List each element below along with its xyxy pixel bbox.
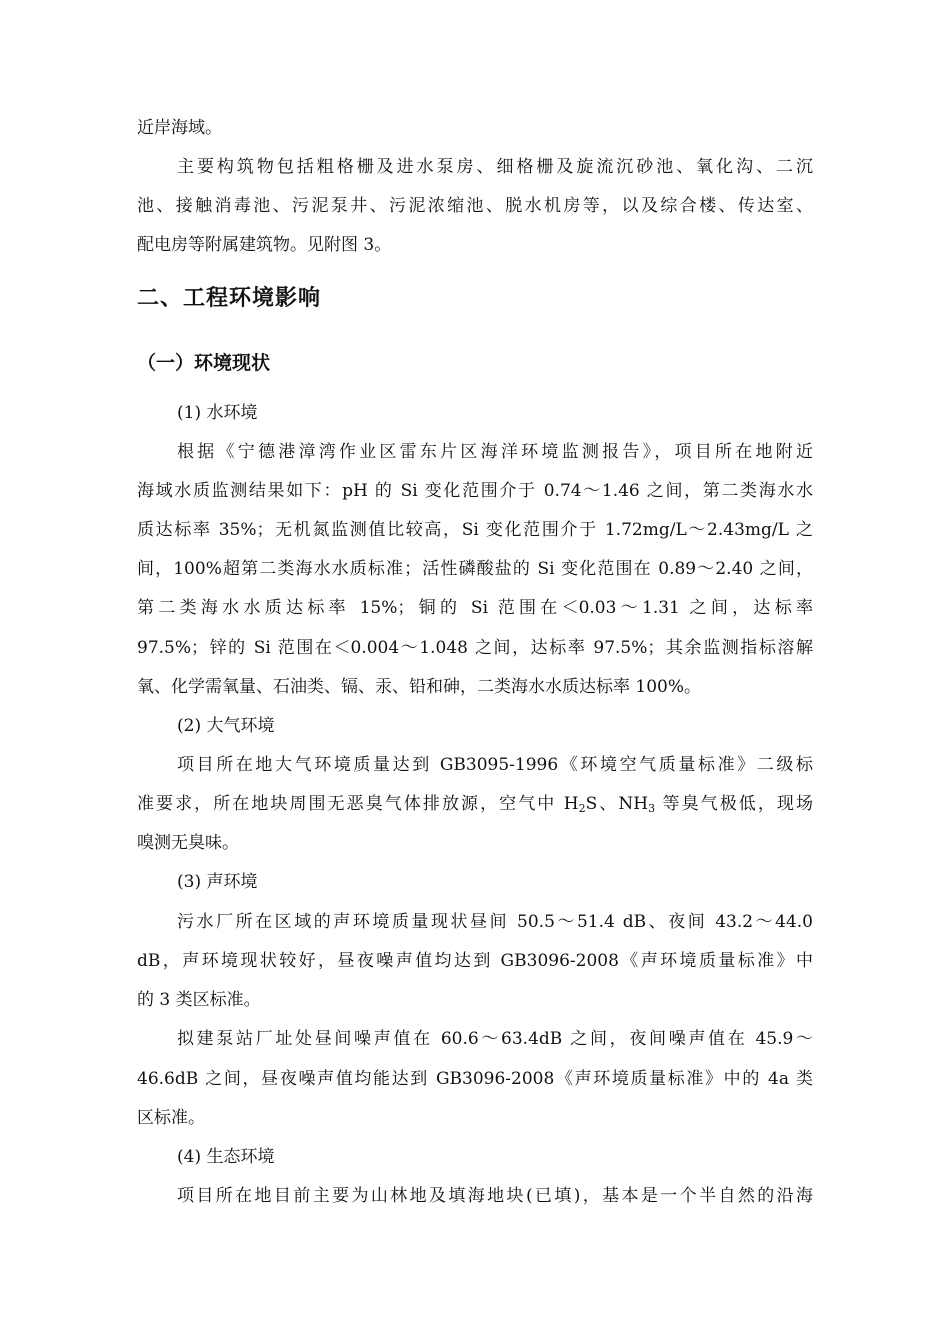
subsection-heading: （一）环境现状 [137,352,271,374]
water-line: 质达标率 35%；无机氮监测值比较高，Si 变化范围介于 1.72mg/L～2.43mg/L 之 [137,520,813,540]
section-heading: 二、工程环境影响 [137,286,322,311]
air-line-text: S、NH [585,794,649,814]
water-line: 第二类海水水质达标率 15%；铜的 Si 范围在＜0.03～1.31 之间，达标率 [137,598,813,618]
air-line-text: 等臭气极低，现场 [655,794,813,814]
water-title: (1) 水环境 [177,403,258,423]
air-line: 项目所在地大气环境质量达到 GB3095-1996《环境空气质量标准》二级标 [177,755,813,775]
water-line: 氧、化学需氧量、石油类、镉、汞、铅和砷，二类海水水质达标率 100%。 [137,677,702,697]
air-title: (2) 大气环境 [177,716,275,736]
eco-line: 项目所在地目前主要为山林地及填海地块(已填)，基本是一个半自然的沿海 [177,1186,813,1206]
noise-line: dB，声环境现状较好，昼夜噪声值均达到 GB3096-2008《声环境质量标准》中 [137,951,813,971]
subscript: 2 [578,802,586,815]
noise-line: 污水厂所在区域的声环境质量现状昼间 50.5～51.4 dB、夜间 43.2～44.0 [177,912,813,932]
water-line: 根据《宁德港漳湾作业区雷东片区海洋环境监测报告》，项目所在地附近 [177,442,813,462]
air-line: 嗅测无臭味。 [137,833,239,853]
paragraph-structures-line: 主要构筑物包括粗格栅及进水泵房、细格栅及旋流沉砂池、氧化沟、二沉 [177,157,813,177]
noise-line: 的 3 类区标准。 [137,990,261,1010]
eco-title: (4) 生态环境 [177,1147,275,1167]
paragraph-intro-end: 近岸海域。 [137,118,222,138]
paragraph-structures-line: 配电房等附属建筑物。见附图 3。 [137,235,392,255]
noise-title: (3) 声环境 [177,872,258,892]
noise-line: 区标准。 [137,1108,205,1128]
water-line: 97.5%；锌的 Si 范围在＜0.004～1.048 之间，达标率 97.5%；其余监测指标溶解 [137,638,813,658]
air-line-text: 准要求，所在地块周围无恶臭气体排放源，空气中 H [137,794,579,814]
water-line: 海域水质监测结果如下：pH 的 Si 变化范围介于 0.74～1.46 之间，第二类海水水 [137,481,813,501]
water-line: 间，100%超第二类海水水质标准；活性磷酸盐的 Si 变化范围在 0.89～2.40 之间， [137,559,813,579]
air-line-with-formulas [137,792,813,816]
noise-line: 拟建泵站厂址处昼间噪声值在 60.6～63.4dB 之间，夜间噪声值在 45.9～ [177,1029,813,1049]
noise-line: 46.6dB 之间，昼夜噪声值均能达到 GB3096-2008《声环境质量标准》中的 4a 类 [137,1069,813,1089]
paragraph-structures-line: 池、接触消毒池、污泥泵井、污泥浓缩池、脱水机房等，以及综合楼、传达室、 [137,196,813,216]
subscript: 3 [648,802,656,815]
